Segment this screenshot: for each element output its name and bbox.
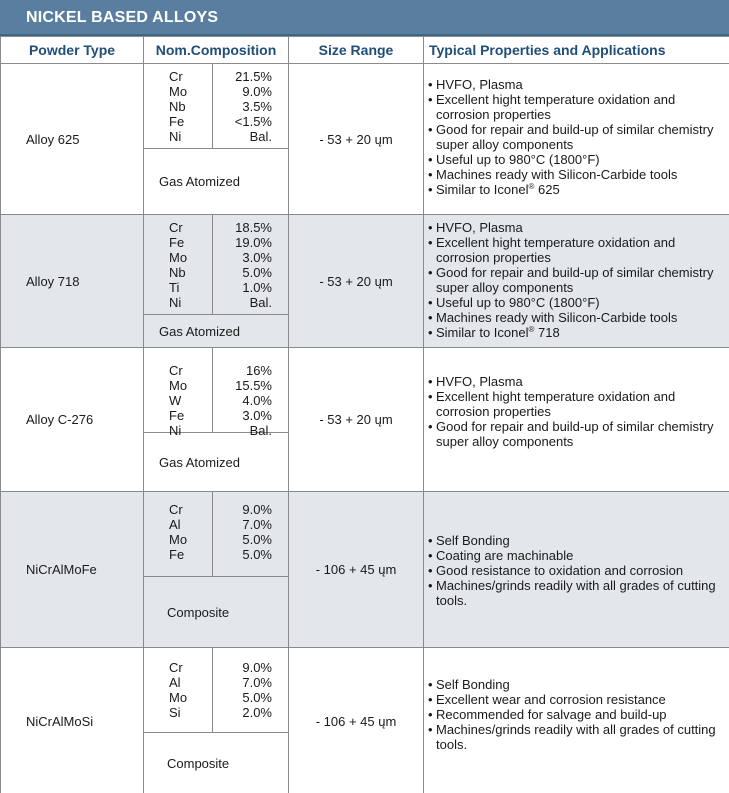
property-item: • HVFO, Plasma xyxy=(424,220,729,235)
table-row xyxy=(1,648,729,793)
property-item: • Machines ready with Silicon-Carbide tools xyxy=(424,167,729,182)
element-symbol: Ni xyxy=(169,129,182,144)
composition-elements xyxy=(144,648,288,733)
property-item: • HVFO, Plasma xyxy=(424,374,729,389)
element-symbol: Mo xyxy=(169,250,188,265)
header-composition: Nom.Composition xyxy=(144,37,289,64)
element-symbol: Nb xyxy=(169,99,186,114)
page-title: NICKEL BASED ALLOYS xyxy=(0,0,729,36)
element-symbol: Ni xyxy=(169,423,182,438)
element-percent: 5.0% xyxy=(242,532,272,547)
element-percent: 9.0% xyxy=(242,84,272,99)
properties-list xyxy=(424,374,729,449)
property-item: • Excellent wear and corrosion resistance xyxy=(424,692,729,707)
property-item: • Excellent hight temperature oxidation and corrosion properties xyxy=(424,235,729,265)
element-percent: 5.0% xyxy=(242,265,272,280)
element-symbol: Mo xyxy=(169,378,188,393)
property-item: • Useful up to 980°C (1800°F) xyxy=(424,295,729,310)
properties-cell xyxy=(424,492,729,648)
table-row xyxy=(1,64,729,215)
properties-list xyxy=(424,77,729,197)
element-percent: 9.0% xyxy=(242,660,272,675)
element-symbol: Al xyxy=(169,517,181,532)
element-symbol: Cr xyxy=(169,363,183,378)
element-symbol: Ti xyxy=(169,280,180,295)
element-symbol: Mo xyxy=(169,532,188,547)
size-range-cell: - 53 + 20 ųm xyxy=(289,215,424,348)
production-method: Gas Atomized xyxy=(159,454,240,470)
composition-cell xyxy=(144,492,289,648)
property-item-similar xyxy=(424,325,729,340)
element-percent: 18.5% xyxy=(235,220,272,235)
similar-suffix: 718 xyxy=(534,325,560,340)
size-range-cell: - 53 + 20 ųm xyxy=(289,348,424,492)
table-row xyxy=(1,492,729,648)
property-item: • Self Bonding xyxy=(424,533,729,548)
element-percent: 2.0% xyxy=(242,705,272,720)
size-range-cell: - 53 + 20 ųm xyxy=(289,64,424,215)
header-size-range: Size Range xyxy=(289,37,424,64)
element-symbol: W xyxy=(169,393,182,408)
property-item: • Excellent hight temperature oxidation and corrosion properties xyxy=(424,92,729,122)
powder-type-cell: Alloy C-276 xyxy=(1,348,144,492)
element-percent: 7.0% xyxy=(242,675,272,690)
element-percent: 19.0% xyxy=(235,235,272,250)
similar-suffix: 625 xyxy=(534,182,560,197)
property-item: • Self Bonding xyxy=(424,677,729,692)
property-item: • Machines/grinds readily with all grades of cutting tools. xyxy=(424,722,729,752)
composition-elements xyxy=(144,215,288,315)
property-item: • Coating are machinable xyxy=(424,548,729,563)
element-symbol: Cr xyxy=(169,69,183,84)
composition-elements xyxy=(144,492,288,577)
alloys-table xyxy=(0,36,729,793)
element-symbol: Cr xyxy=(169,502,183,517)
element-percent: 3.0% xyxy=(242,408,272,423)
element-percent: 5.0% xyxy=(242,547,272,562)
registered-mark: ® xyxy=(528,182,535,191)
element-symbol: Fe xyxy=(169,235,185,250)
property-item: • Machines ready with Silicon-Carbide tools xyxy=(424,310,729,325)
property-item: • Good resistance to oxidation and corrosion xyxy=(424,563,729,578)
property-item: • Good for repair and build-up of similar chemistry super alloy components xyxy=(424,265,729,295)
element-percent: Bal. xyxy=(249,295,272,310)
powder-type-cell: Alloy 718 xyxy=(1,215,144,348)
production-method: Composite xyxy=(167,604,230,620)
element-symbol: Nb xyxy=(169,265,186,280)
element-percent: 21.5% xyxy=(235,69,272,84)
element-percent: 4.0% xyxy=(242,393,272,408)
element-percent: Bal. xyxy=(249,423,272,438)
property-item: • HVFO, Plasma xyxy=(424,77,729,92)
property-item: • Machines/grinds readily with all grades of cutting tools. xyxy=(424,578,729,608)
similar-prefix: Similar to Iconel xyxy=(436,182,529,197)
element-symbol: Ni xyxy=(169,295,182,310)
production-method: Gas Atomized xyxy=(159,174,240,189)
property-item-similar xyxy=(424,182,729,197)
production-method: Gas Atomized xyxy=(159,323,240,339)
element-percent: 5.0% xyxy=(242,690,272,705)
powder-type-cell: Alloy 625 xyxy=(1,64,144,215)
properties-cell xyxy=(424,64,729,215)
element-symbol: Fe xyxy=(169,547,185,562)
composition-elements xyxy=(144,348,288,438)
element-symbol: Cr xyxy=(169,220,183,235)
element-symbol: Si xyxy=(169,705,181,720)
composition-cell xyxy=(144,64,289,215)
properties-list xyxy=(424,220,729,340)
properties-list xyxy=(424,677,729,752)
similar-prefix: Similar to Iconel xyxy=(436,325,529,340)
element-percent: 3.5% xyxy=(242,99,272,114)
properties-list xyxy=(424,533,729,608)
size-range-cell: - 106 + 45 ųm xyxy=(289,492,424,648)
element-percent: 3.0% xyxy=(242,250,272,265)
element-percent: 9.0% xyxy=(242,502,272,517)
element-percent: 1.0% xyxy=(242,280,272,295)
production-method: Composite xyxy=(167,756,230,771)
element-symbol: Mo xyxy=(169,690,188,705)
element-symbol: Al xyxy=(169,675,181,690)
element-symbol: Mo xyxy=(169,84,188,99)
powder-type-cell: NiCrAlMoSi xyxy=(1,648,144,793)
header-properties: Typical Properties and Applications xyxy=(424,37,729,64)
composition-cell xyxy=(144,648,289,793)
element-symbol: Fe xyxy=(169,408,185,423)
size-range-cell: - 106 + 45 ųm xyxy=(289,648,424,793)
table-row xyxy=(1,348,729,492)
property-item: • Excellent hight temperature oxidation and corrosion properties xyxy=(424,389,729,419)
element-symbol: Fe xyxy=(169,114,185,129)
table-row xyxy=(1,215,729,348)
property-item: • Good for repair and build-up of similar chemistry super alloy components xyxy=(424,419,729,449)
element-symbol: Cr xyxy=(169,660,183,675)
element-percent: 15.5% xyxy=(235,378,272,393)
property-item: • Useful up to 980°C (1800°F) xyxy=(424,152,729,167)
composition-cell xyxy=(144,215,289,348)
properties-cell xyxy=(424,648,729,793)
header-powder-type: Powder Type xyxy=(1,37,144,64)
registered-mark: ® xyxy=(528,325,535,334)
properties-cell xyxy=(424,348,729,492)
element-percent: 16% xyxy=(245,363,272,378)
property-item: • Good for repair and build-up of similar chemistry super alloy components xyxy=(424,122,729,152)
composition-cell xyxy=(144,348,289,492)
element-percent: <1.5% xyxy=(234,114,272,129)
composition-elements xyxy=(144,64,288,149)
table-header-row xyxy=(1,37,729,64)
properties-cell xyxy=(424,215,729,348)
element-percent: Bal. xyxy=(249,129,272,144)
element-percent: 7.0% xyxy=(242,517,272,532)
property-item: • Recommended for salvage and build-up xyxy=(424,707,729,722)
powder-type-cell: NiCrAlMoFe xyxy=(1,492,144,648)
